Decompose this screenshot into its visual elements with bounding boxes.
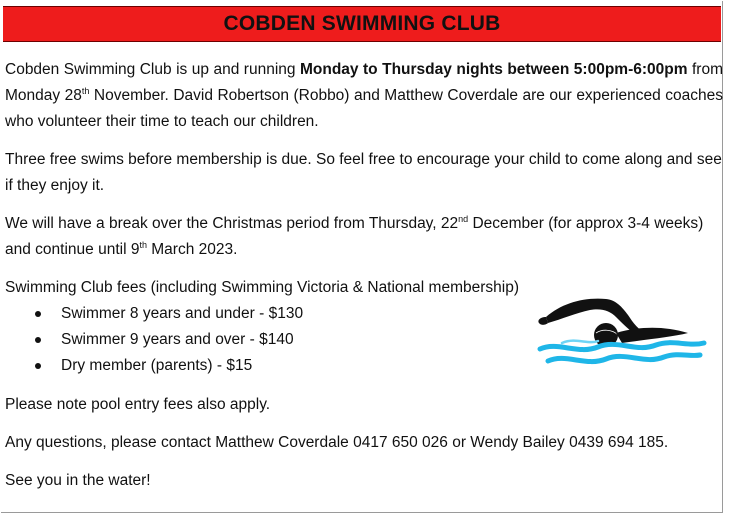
start-date-text: from Monday 28 xyxy=(5,61,724,104)
flyer-body xyxy=(5,57,723,494)
free-swims-paragraph: Three free swims before membership is due. So feel free to encourage your child to come along and see if they enjoy it. xyxy=(5,151,722,194)
title-banner xyxy=(3,6,721,42)
coaches-text: November. David Robertson (Robbo) and Matthew Coverdale are our experienced coaches who volunteer their time to teach our children. xyxy=(5,87,723,130)
ordinal-suffix: th xyxy=(81,86,90,96)
pool-fees-note: Please note pool entry fees also apply. xyxy=(5,396,271,413)
closing-line: See you in the water! xyxy=(5,472,151,489)
page-title: COBDEN SWIMMING CLUB xyxy=(223,12,501,35)
list-item: Swimmer 8 years and under - $130 xyxy=(31,301,723,327)
list-item: Swimmer 9 years and over - $140 xyxy=(31,327,723,353)
contact-paragraph: Any questions, please contact Matthew Coverdale 0417 650 026 or Wendy Bailey 0439 694 185. xyxy=(5,434,669,451)
ordinal-suffix: th xyxy=(139,240,147,250)
intro-paragraph xyxy=(5,57,723,135)
list-item: Dry member (parents) - $15 xyxy=(31,353,723,379)
swimmer-icon xyxy=(532,283,712,373)
break-paragraph xyxy=(5,211,723,263)
break-text-middle: December (for approx 3-4 weeks) and continue until 9 xyxy=(5,215,704,258)
schedule-highlight: Monday to Thursday nights between 5:00pm-6:00pm xyxy=(299,61,688,78)
intro-text: Cobden Swimming Club is up and running xyxy=(5,61,300,78)
break-text-end: March 2023. xyxy=(146,241,238,258)
fees-heading: Swimming Club fees (including Swimming Victoria & National membership) xyxy=(5,279,519,296)
ordinal-suffix: nd xyxy=(458,214,469,224)
break-text-start: We will have a break over the Christmas period from Thursday, 22 xyxy=(5,215,459,232)
